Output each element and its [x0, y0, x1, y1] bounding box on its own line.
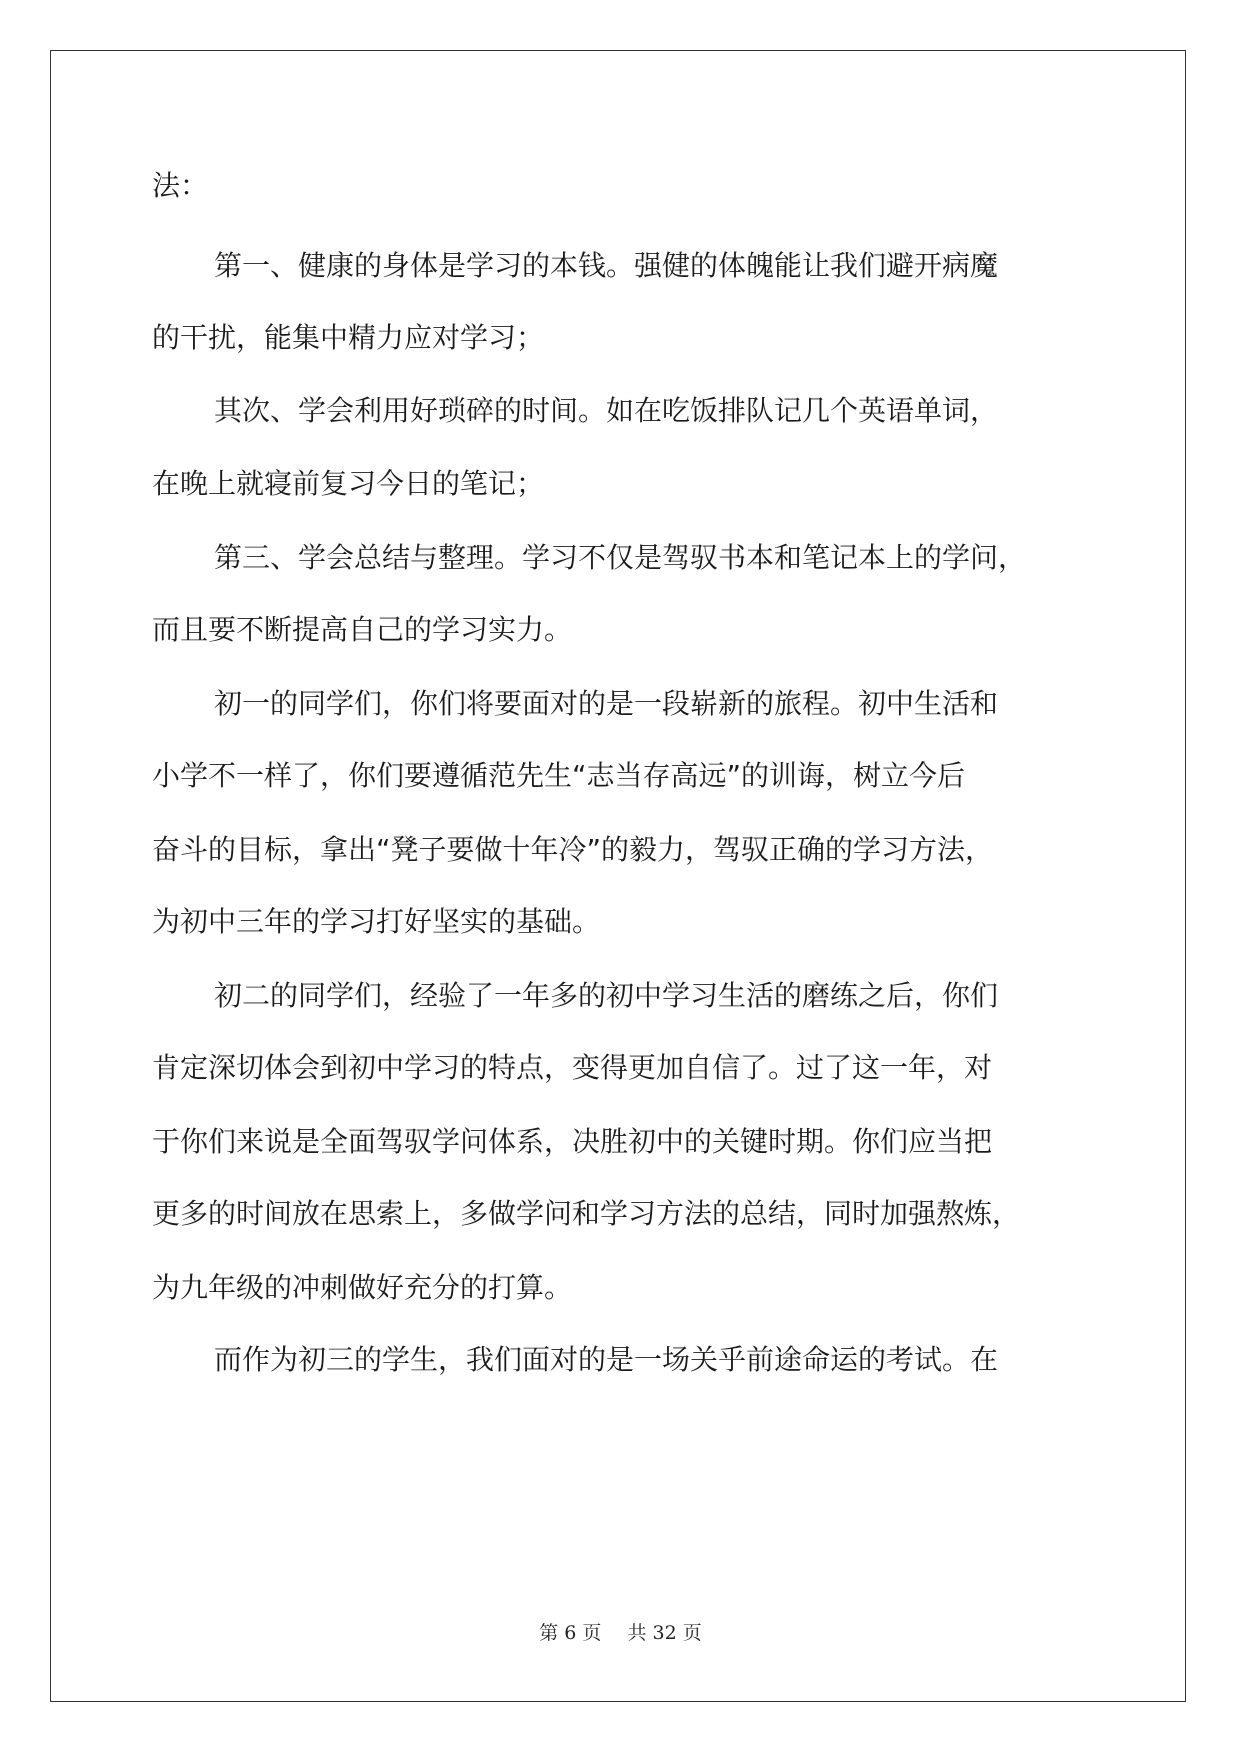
page-total: 共 32 页	[627, 1622, 702, 1644]
paragraph-line: 的干扰，能集中精力应对学习；	[152, 321, 545, 354]
paragraph-first-line: 初一的同学们，你们将要面对的是一段崭新的旅程。初中生活和	[214, 687, 999, 720]
paragraph-line: 于你们来说是全面驾驭学问体系，决胜初中的关键时期。你们应当把	[152, 1125, 993, 1158]
page-number: 第 6 页	[539, 1622, 602, 1644]
paragraph-first-line: 第一、健康的身体是学习的本钱。强健的体魄能让我们避开病魔	[214, 249, 999, 282]
paragraph-line: 而且要不断提高自己的学习实力。	[152, 613, 573, 646]
paragraph-line: 奋斗的目标，拿出“凳子要做十年冷”的毅力，驾驭正确的学习方法，	[152, 833, 994, 866]
paragraph-first-line: 而作为初三的学生，我们面对的是一场关乎前途命运的考试。在	[214, 1343, 999, 1376]
paragraph-first-line: 初二的同学们，经验了一年多的初中学习生活的磨练之后，你们	[214, 979, 999, 1012]
paragraph-line: 为初中三年的学习打好坚实的基础。	[152, 905, 601, 938]
paragraph-line: 在晚上就寝前复习今日的笔记；	[152, 467, 545, 500]
paragraph-line: 法：	[152, 169, 209, 202]
page-footer	[0, 1618, 1241, 1645]
paragraph-line: 更多的时间放在思索上，多做学问和学习方法的总结，同时加强熬炼，	[152, 1197, 1021, 1230]
page-border	[50, 50, 1186, 1702]
paragraph-first-line: 其次、学会利用好琐碎的时间。如在吃饭排队记几个英语单词，	[214, 394, 999, 427]
paragraph-line: 为九年级的冲刺做好充分的打算。	[152, 1271, 573, 1304]
paragraph-first-line: 第三、学会总结与整理。学习不仅是驾驭书本和笔记本上的学问，	[214, 541, 1027, 574]
paragraph-line: 肯定深切体会到初中学习的特点，变得更加自信了。过了这一年，对	[152, 1051, 993, 1084]
paragraph-line: 小学不一样了，你们要遵循范先生“志当存高远”的训诲，树立今后	[152, 759, 966, 792]
